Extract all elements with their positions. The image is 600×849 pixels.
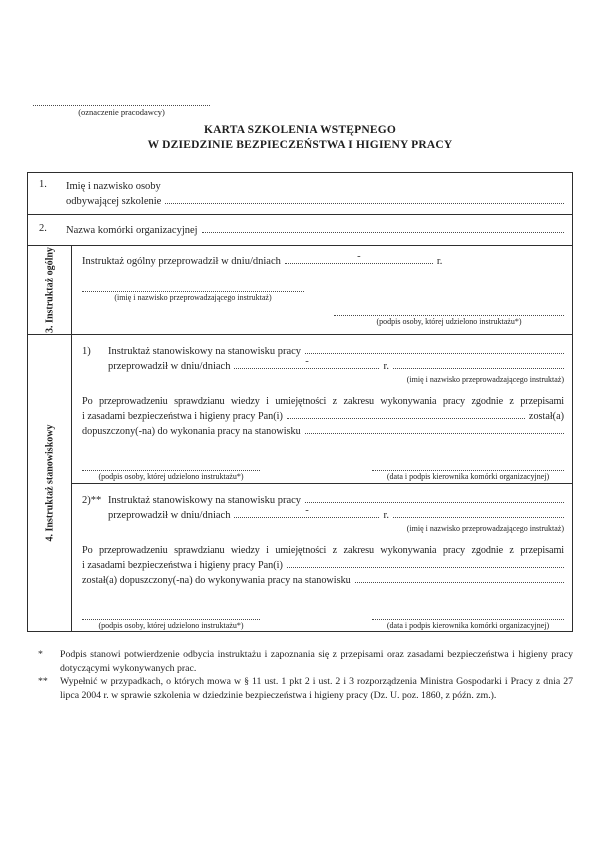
- part2-para-line2-text: i zasadami bezpieczeństwa i higieny pracy Pan(i): [82, 560, 283, 571]
- row2-label: Nazwa komórki organizacyjnej: [66, 225, 198, 236]
- form-table: [27, 172, 573, 632]
- part1-workstation-line: [82, 344, 564, 359]
- part1-para-line1: Po przeprowadzeniu sprawdzianu wiedzy i umiejętności z zakresu wykonywania pracy zgodnie z przepisami: [82, 396, 564, 407]
- footnote-2: [27, 675, 573, 702]
- part1-para-line3-text: dopuszczony(-na) do wykonania pracy na stanowisku: [82, 426, 301, 437]
- footnotes: [27, 648, 573, 702]
- footnote-2-marker: **: [38, 676, 48, 687]
- part1-manager-signature-group: [372, 460, 564, 481]
- section3-date-line: [82, 251, 564, 269]
- part1-content: [72, 335, 572, 481]
- part1-manager-signature-caption: (data i podpis kierownika komórki organizacyjnej): [386, 472, 550, 481]
- section3-year-suffix: r.: [436, 256, 443, 267]
- part1-para-line2: [82, 409, 564, 424]
- part1-date-line: [108, 356, 564, 374]
- part1-person-fill-line: [287, 417, 525, 419]
- part1-para-line2-suffix: został(a): [528, 411, 564, 422]
- part2-para-line1: Po przeprowadzeniu sprawdzianu wiedzy i umiejętności z zakresu wykonywania pracy zgodnie z przepisami: [82, 545, 564, 556]
- row1-label-line1: Imię i nazwisko osoby: [66, 181, 161, 192]
- employer-fill-line: [33, 96, 210, 106]
- part2-instructor-caption: (imię i nazwisko przeprowadzającego instruktaż): [406, 524, 564, 533]
- part2-workstation-fill-line: [305, 501, 564, 503]
- section3-side-label: 3. Instruktaż ogólny: [43, 247, 55, 333]
- employer-designation-block: [33, 96, 210, 117]
- section4-part2: [72, 484, 572, 631]
- footnote-1-text: Podpis stanowi potwierdzenie odbycia instruktażu i zapoznania się z przepisami oraz zasadami bezpieczeństwa i higieny pracy dotyczącymi wykonywanych prac.: [60, 649, 573, 674]
- part1-position-fill-line: [305, 432, 564, 434]
- date-range-dash: -: [357, 251, 361, 262]
- section-workstation-instruction: [28, 335, 572, 631]
- part2-manager-signature-group: [372, 609, 564, 630]
- section4-side-label: 4. Instruktaż stanowiskowy: [43, 424, 55, 542]
- part2-para-line3: [82, 573, 564, 588]
- part1-workstation-label: Instruktaż stanowiskowy na stanowisku pracy: [108, 346, 302, 357]
- part2-year-suffix: r.: [383, 510, 390, 521]
- row1-label-line2: odbywającej szkolenie: [66, 196, 162, 207]
- date-range-dash: -: [305, 505, 309, 516]
- part1-paragraph: [82, 394, 564, 439]
- section3-instructor-fill-line: [82, 281, 304, 292]
- footnote-1: [27, 648, 573, 675]
- part1-manager-signature-fill-line: [372, 460, 564, 471]
- part1-trainee-signature-fill-line: [82, 460, 260, 471]
- part1-para-line3: [82, 424, 564, 439]
- part1-number: 1): [82, 346, 91, 357]
- part2-trainee-signature-caption: (podpis osoby, której udzielono instruktażu*): [98, 621, 244, 630]
- part2-date-fill-line: [234, 505, 379, 518]
- part2-instructor-fill-line: [393, 516, 564, 518]
- title-line-1: KARTA SZKOLENIA WSTĘPNEGO: [203, 124, 397, 136]
- row1-body: [66, 179, 564, 214]
- row1-line2: [66, 194, 564, 209]
- part1-workstation-fill-line: [305, 352, 564, 354]
- part2-number: 2)**: [82, 495, 102, 506]
- document-title: [0, 123, 600, 152]
- section3-date-fill-line: [285, 251, 433, 264]
- part2-paragraph: [82, 543, 564, 588]
- section3-instructor-group: [82, 281, 304, 302]
- part1-date-label: przeprowadził w dniu/dniach: [108, 361, 231, 372]
- employer-caption: (oznaczenie pracodawcy): [78, 107, 165, 117]
- section3-signature-caption: (podpis osoby, której udzielono instruktażu*): [376, 317, 522, 326]
- section4-parts: [72, 335, 572, 631]
- part1-signature-row: [82, 460, 564, 481]
- part2-position-fill-line: [355, 581, 564, 583]
- section-general-instruction: [28, 246, 572, 335]
- part2-content: [72, 484, 572, 630]
- part2-para-line3-text: został(a) dopuszczony(-na) do wykonywania pracy na stanowisku: [82, 575, 351, 586]
- trainee-name-fill-line: [165, 202, 564, 204]
- section3-content: [72, 246, 572, 334]
- part2-trainee-signature-group: [82, 609, 260, 630]
- part1-instructor-caption: (imię i nazwisko przeprowadzającego instruktaż): [406, 375, 564, 384]
- row2-line: [66, 223, 564, 245]
- footnote-1-marker: *: [38, 649, 43, 660]
- row2-number: 2.: [39, 223, 47, 234]
- part1-date-fill-line: [234, 356, 379, 369]
- row1-number: 1.: [39, 179, 47, 190]
- part2-workstation-line: [82, 493, 564, 508]
- title-line-2: W DZIEDZINIE BEZPIECZEŃSTWA I HIGIENY PRACY: [147, 138, 453, 151]
- section3-instructor-caption: (imię i nazwisko przeprowadzającego instruktaż): [114, 293, 272, 302]
- section3-side-cell: [28, 246, 72, 334]
- date-range-dash: -: [305, 356, 309, 367]
- part2-manager-signature-fill-line: [372, 609, 564, 620]
- section4-side-cell: [28, 335, 72, 631]
- part1-para-line2-text: i zasadami bezpieczeństwa i higieny pracy Pan(i): [82, 411, 283, 422]
- part1-year-suffix: r.: [383, 361, 390, 372]
- section3-signature-fill-line: [334, 305, 564, 316]
- section3-date-label: Instruktaż ogólny przeprowadził w dniu/dniach: [82, 256, 281, 267]
- section4-part1: [72, 335, 572, 484]
- row-org-unit: [28, 215, 572, 246]
- org-unit-fill-line: [202, 231, 564, 233]
- row-trainee-name: [28, 173, 572, 215]
- part1-instructor-fill-line: [393, 367, 564, 369]
- part2-trainee-signature-fill-line: [82, 609, 260, 620]
- part2-manager-signature-caption: (data i podpis kierownika komórki organizacyjnej): [386, 621, 550, 630]
- part2-person-fill-line: [287, 566, 564, 568]
- part1-trainee-signature-group: [82, 460, 260, 481]
- part2-para-line2: [82, 558, 564, 573]
- part2-workstation-label: Instruktaż stanowiskowy na stanowisku pracy: [108, 495, 302, 506]
- footnote-2-text: Wypełnić w przypadkach, o których mowa w § 11 ust. 1 pkt 2 i ust. 2 i 3 rozporządzenia Ministra Gospodarki i Pracy z dnia 27 lipca 2004 r. w sprawie szkolenia w dziedzinie bezpieczeństwa i higieny pracy (Dz. U. poz. 1860, z późn. zm.).: [60, 676, 573, 701]
- part2-date-line: [108, 505, 564, 523]
- part2-signature-row: [82, 609, 564, 630]
- part1-trainee-signature-caption: (podpis osoby, której udzielono instruktażu*): [98, 472, 244, 481]
- section3-signature-group: [334, 305, 564, 326]
- part2-date-label: przeprowadził w dniu/dniach: [108, 510, 231, 521]
